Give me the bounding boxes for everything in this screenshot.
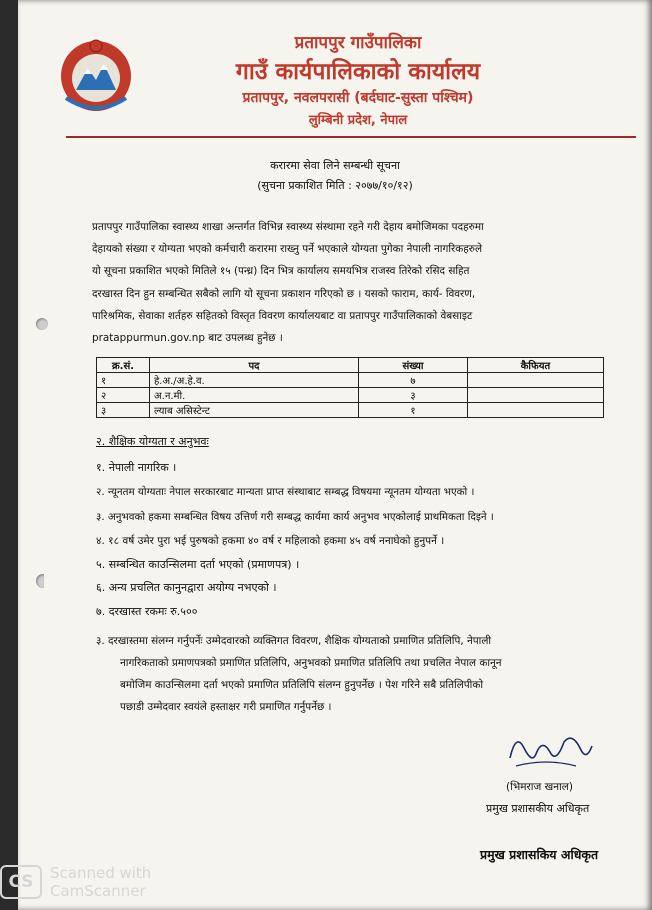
signatory-name: (भिमराज खनाल)	[506, 781, 573, 793]
attachment-line: ३. दरखास्तमा संलग्न गर्नुपर्नेः उम्मेदवारको व्यक्तिगत विवरण, शैक्षिक योग्यताको प्रमाणित प्रतिलिपि, नेपाली	[96, 635, 492, 647]
camscanner-watermark	[0, 864, 151, 900]
qualification-item: ५. सम्बन्धित काउन्सिलमा दर्ता भएको (प्रमाणपत्र) ।	[96, 558, 300, 571]
col-header-count: संख्या	[359, 358, 468, 373]
cell-remark	[468, 403, 604, 418]
cell-post: हे.अ./अ.हे.व.	[150, 373, 359, 388]
office-address: प्रतापपुर, नवलपरासी (बर्दघाट-सुस्ता पश्चिम)	[242, 90, 474, 106]
col-header-sn: क्र.सं.	[97, 358, 150, 373]
punch-hole-icon	[36, 574, 44, 588]
cell-count: ३	[359, 388, 468, 403]
posts-table	[96, 357, 604, 418]
qualification-item: ७. दरखास्त रकमः रु.५००	[96, 605, 198, 618]
body-line: दरखास्त दिन हुन सम्बन्धित सबैको लागि यो सूचना प्रकाशन गरिएको छ । यसको फाराम, कार्य- विवरण,	[92, 287, 476, 300]
qualification-item: १. नेपाली नागरिक ।	[96, 461, 177, 474]
watermark-line2: CamScanner	[50, 882, 146, 900]
notice-title: करारमा सेवा लिने सम्बन्धी सूचना	[270, 159, 400, 172]
notice-body	[92, 216, 612, 349]
body-line: प्रतापपुर गाउँपालिका स्वास्थ्य शाखा अन्तर्गत विभिन्न स्वास्थ्य संस्थामा रहने गरी देहाय बमोजिमका पदहरुमा	[92, 221, 484, 233]
nepal-emblem-icon	[58, 38, 134, 114]
cell-remark	[468, 388, 604, 403]
attachment-line: पछाडी उम्मेदवार स्वयंले हस्ताक्षर गरी प्रमाणित गर्नुपर्नेछ ।	[120, 701, 332, 713]
qualification-item: २. न्यूनतम योग्यताः नेपाल सरकारबाट मान्यता प्राप्त संस्थाबाट सम्बद्ध विषयमा न्यूनतम योग्यता भएको ।	[96, 486, 475, 498]
table-row	[97, 388, 604, 403]
cell-remark	[468, 373, 604, 388]
col-header-remark: कैफियत	[468, 358, 604, 373]
signatory-title: प्रमुख प्रशासकीय अधिकृत	[486, 802, 590, 815]
office-region: लुम्बिनी प्रदेश, नेपाल	[308, 113, 408, 128]
qualification-item: ३. अनुभवको हकमा सम्बन्धित विषय उत्तिर्ण गरी सम्बद्ध कार्यमा कार्य अनुभव भएकोलाई प्राथमिकता दिइने ।	[96, 511, 494, 523]
camscanner-logo-icon: CS	[0, 865, 42, 899]
cell-post: अ.न.मी.	[150, 388, 359, 403]
municipality-name: प्रतापपुर गाउँपालिका	[294, 33, 422, 53]
publish-date: (सुचना प्रकाशित मिति : २०७७/१०/१२)	[257, 179, 413, 192]
notice-page	[18, 0, 652, 910]
official-stamp: प्रमुख प्रशासकिय अधिकृत	[480, 847, 599, 862]
cell-sn: १	[97, 373, 150, 388]
watermark-line1: Scanned with	[50, 864, 152, 882]
cell-post: ल्याब असिस्टेन्ट	[150, 403, 359, 418]
office-name: गाउँ कार्यपालिकाको कार्यालय	[235, 59, 481, 85]
cell-count: १	[359, 403, 468, 418]
attachment-line: नागरिकताको प्रमाणपत्रको प्रमाणित प्रतिलिपि, अनुभवको प्रमाणित प्रतिलिपि तथा प्रचलित नेपाल कानून	[120, 657, 502, 669]
cell-sn: ३	[97, 403, 150, 418]
body-line: पारिश्रमिक, सेवाका शर्तहरु सहितको विस्तृत विवरण कार्यालयबाट वा प्रतापपुर गाउँपालिकाको वेबसाइट	[92, 309, 473, 322]
body-line: pratappurmun.gov.np बाट उपलब्ध हुनेछ ।	[92, 332, 283, 345]
table-row	[97, 373, 604, 388]
signature-image	[506, 728, 596, 770]
attachments-section	[96, 630, 616, 718]
body-line: यो सूचना प्रकाशित भएको मितिले १५ (पन्ध्र) दिन भित्र कार्यालय समयभित्र राजस्व तिरेको रसिद सहित	[92, 265, 470, 278]
punch-hole-icon	[36, 318, 48, 330]
header-rule	[66, 136, 636, 138]
qualification-item: ४. १८ वर्ष उमेर पुरा भई पुरुषको हकमा ४० वर्ष र महिलाको हकमा ४५ वर्ष ननाघेको हुनुपर्ने ।	[96, 535, 445, 547]
body-line: देहायको संख्या र योग्यता भएको कर्मचारी करारमा राख्नु पर्ने भएकाले योग्यता पुगेका नेपाली नागरिकहरुले	[92, 243, 483, 256]
table-row	[97, 403, 604, 418]
qualifications-title: २. शैक्षिक योग्यता र अनुभवः	[96, 435, 209, 448]
attachment-line: बमोजिम काउन्सिलमा दर्ता भएको प्रमाणित प्रतिलिपि संलग्न हुनुपर्नेछ । पेश गरिने सबै प्रतिलिपीको	[120, 679, 484, 691]
qualification-item: ६. अन्य प्रचलित कानुनद्वारा अयोग्य नभएको ।	[96, 581, 277, 594]
col-header-post: पद	[150, 358, 359, 373]
cell-count: ७	[359, 373, 468, 388]
cell-sn: २	[97, 388, 150, 403]
table-header-row	[97, 358, 604, 373]
